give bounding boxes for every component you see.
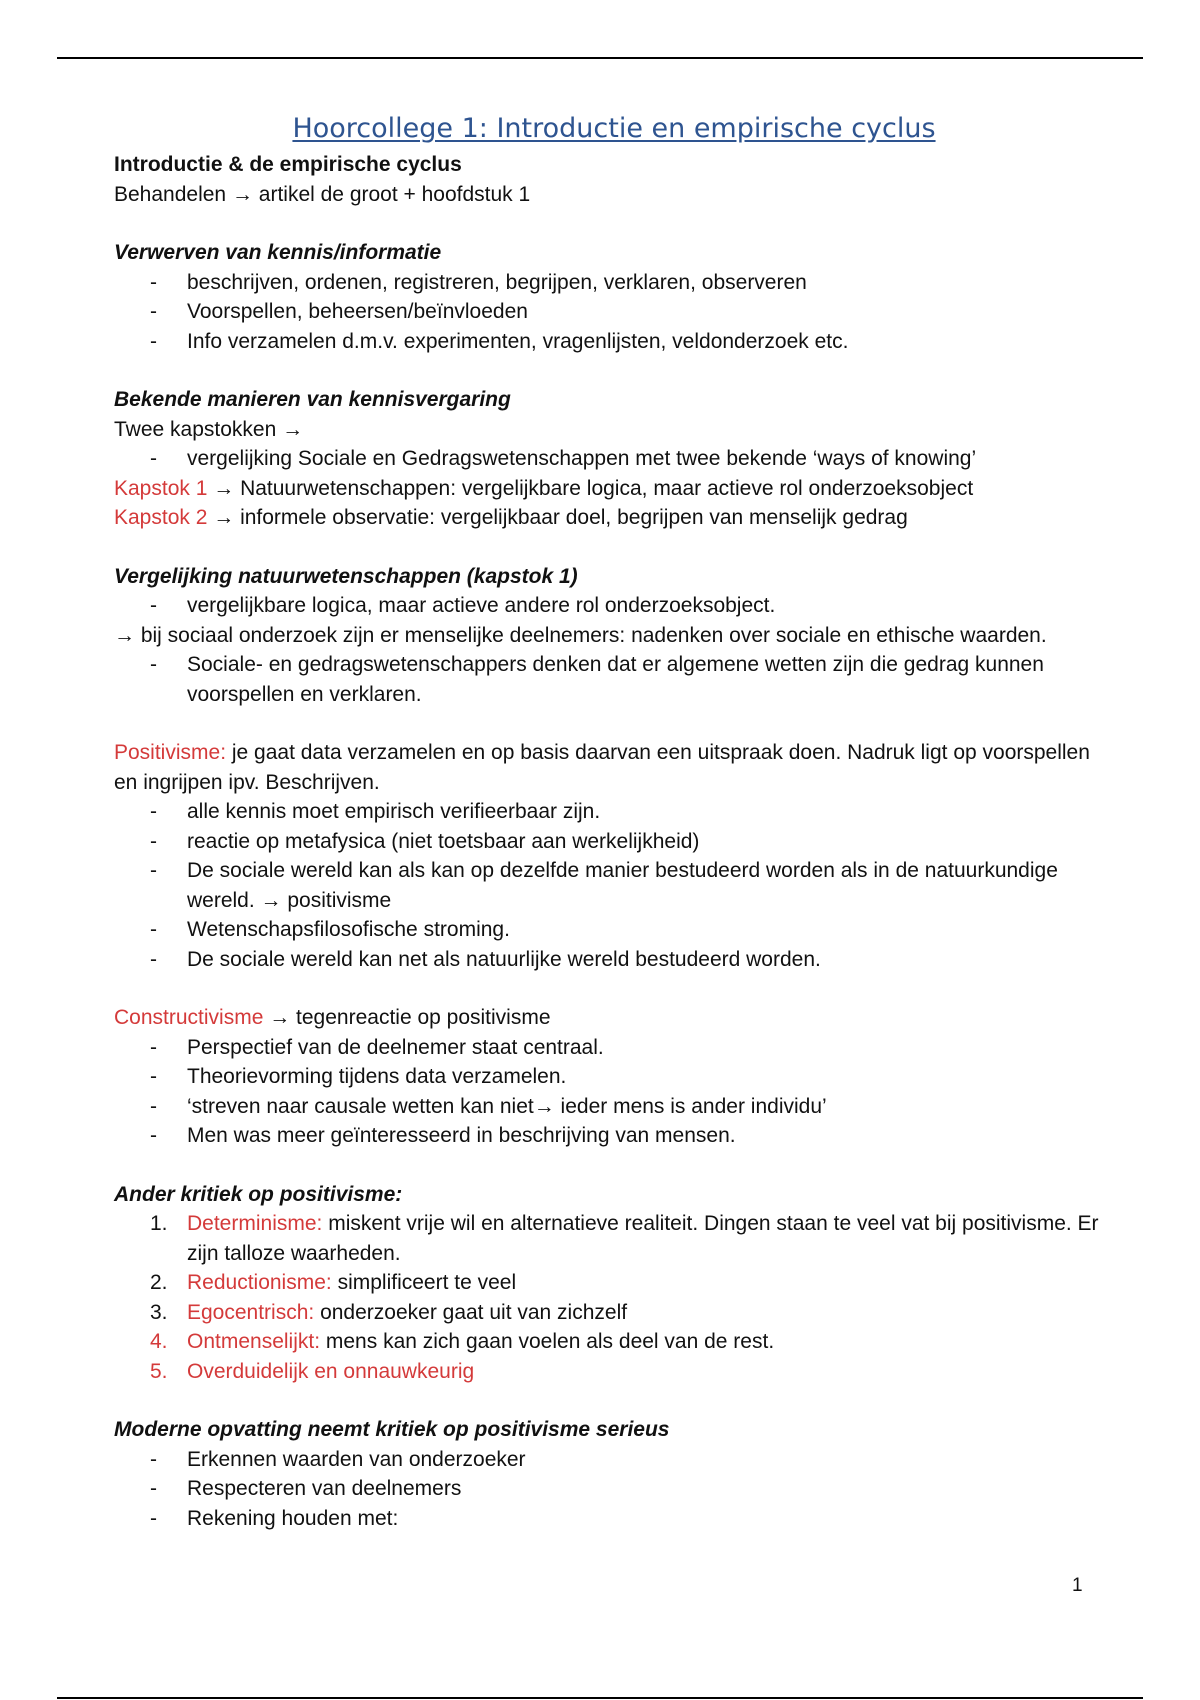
list-item: - Men was meer geïnteresseerd in beschrijving van mensen. bbox=[150, 1124, 736, 1147]
list-item: - alle kennis moet empirisch verifieerbaar zijn. bbox=[150, 800, 601, 823]
bullet-list bbox=[114, 591, 1114, 621]
intro-heading: Introductie & de empirische cyclus bbox=[114, 153, 462, 176]
section-heading: Bekende manieren van kennisvergaring bbox=[114, 388, 511, 411]
intro-line: Behandelen → artikel de groot + hoofdstuk 1 bbox=[114, 182, 531, 206]
paragraph: → bij sociaal onderzoek zijn er menselijke deelnemers: nadenken over sociale en ethische waarden. bbox=[114, 623, 1047, 647]
term-label: Positivisme: bbox=[114, 741, 227, 764]
list-item: - Perspectief van de deelnemer staat centraal. bbox=[150, 1035, 604, 1059]
list-item: - De sociale wereld kan net als natuurlijke wereld bestudeerd worden. bbox=[150, 947, 821, 971]
page-title: Hoorcollege 1: Introductie en empirische cyclus bbox=[292, 113, 936, 144]
list-item: - Wetenschapsfilosofische stroming. bbox=[150, 918, 510, 941]
constructivisme-paragraph: Constructivisme → tegenreactie op positivisme bbox=[114, 1006, 551, 1029]
list-item: - Voorspellen, beheersen/beïnvloeden bbox=[150, 300, 528, 323]
list-item: - Rekening houden met: bbox=[150, 1506, 399, 1530]
bullet-list bbox=[114, 268, 1114, 357]
list-item: - Sociale- en gedragswetenschappers denken dat er algemene wetten zijn die gedrag kunnen voorspellen en verklaren. bbox=[150, 653, 1044, 706]
section-heading: Vergelijking natuurwetenschappen (kapstok 1) bbox=[114, 564, 578, 588]
list-item: - vergelijkbare logica, maar actieve andere rol onderzoeksobject. bbox=[150, 594, 776, 617]
page-number: 1 bbox=[1072, 1575, 1083, 1596]
bullet-list bbox=[114, 1033, 1114, 1151]
positivisme-paragraph: Positivisme: je gaat data verzamelen en op basis daarvan een uitspraak doen. Nadruk ligt op voorspellen en ingrijpen ipv. Beschrijven. bbox=[114, 741, 1090, 794]
list-item: - ‘streven naar causale wetten kan niet→ ieder mens is ander individu’ bbox=[150, 1094, 827, 1118]
kapstok-2-line: Kapstok 2 → informele observatie: vergelijkbaar doel, begrijpen van menselijk gedrag bbox=[114, 506, 908, 529]
top-rule bbox=[57, 57, 1143, 59]
list-item: - beschrijven, ordenen, registreren, begrijpen, verklaren, observeren bbox=[150, 270, 807, 294]
list-item: 2. Reductionisme: simplificeert te veel bbox=[150, 1271, 517, 1294]
list-item: - vergelijking Sociale en Gedragswetenschappen met twee bekende ‘ways of knowing’ bbox=[150, 447, 977, 470]
term-label: Kapstok 1 bbox=[114, 476, 208, 500]
list-item: 3. Egocentrisch: onderzoeker gaat uit van zichzelf bbox=[150, 1300, 628, 1324]
list-item: - reactie op metafysica (niet toetsbaar aan werkelijkheid) bbox=[150, 829, 700, 853]
list-item: - Info verzamelen d.m.v. experimenten, vragenlijsten, veldonderzoek etc. bbox=[150, 329, 849, 353]
list-item: - Respecteren van deelnemers bbox=[150, 1477, 462, 1500]
numbered-list bbox=[114, 1209, 1114, 1386]
section-heading: Moderne opvatting neemt kritiek op positivisme serieus bbox=[114, 1418, 670, 1441]
list-item: 1. Determinisme: miskent vrije wil en alternatieve realiteit. Dingen staan te veel vat bij positivisme. Er zijn talloze waarheden. bbox=[150, 1212, 1099, 1265]
bullet-list bbox=[114, 797, 1114, 974]
section-heading: Verwerven van kennis/informatie bbox=[114, 241, 442, 264]
term-label: Kapstok 2 bbox=[114, 506, 208, 529]
list-item: 5. Overduidelijk en onnauwkeurig bbox=[150, 1359, 475, 1383]
paragraph: Twee kapstokken → bbox=[114, 417, 304, 441]
bullet-list bbox=[114, 444, 1114, 474]
kapstok-1-line: Kapstok 1 → Natuurwetenschappen: vergelijkbare logica, maar actieve rol onderzoeksobject bbox=[114, 476, 974, 500]
list-item: 4. Ontmenselijkt: mens kan zich gaan voelen als deel van de rest. bbox=[150, 1330, 775, 1353]
list-item: - Erkennen waarden van onderzoeker bbox=[150, 1447, 526, 1471]
bullet-list bbox=[114, 650, 1114, 709]
document-page bbox=[114, 110, 1114, 1533]
list-item: - Theorievorming tijdens data verzamelen. bbox=[150, 1065, 567, 1088]
bullet-list bbox=[114, 1445, 1114, 1534]
list-item: - De sociale wereld kan als kan op dezelfde manier bestudeerd worden als in de natuurkundige wereld. → positivisme bbox=[150, 859, 1058, 912]
bottom-rule bbox=[57, 1697, 1143, 1699]
section-heading: Ander kritiek op positivisme: bbox=[114, 1182, 403, 1206]
term-label: Constructivisme bbox=[114, 1006, 264, 1029]
